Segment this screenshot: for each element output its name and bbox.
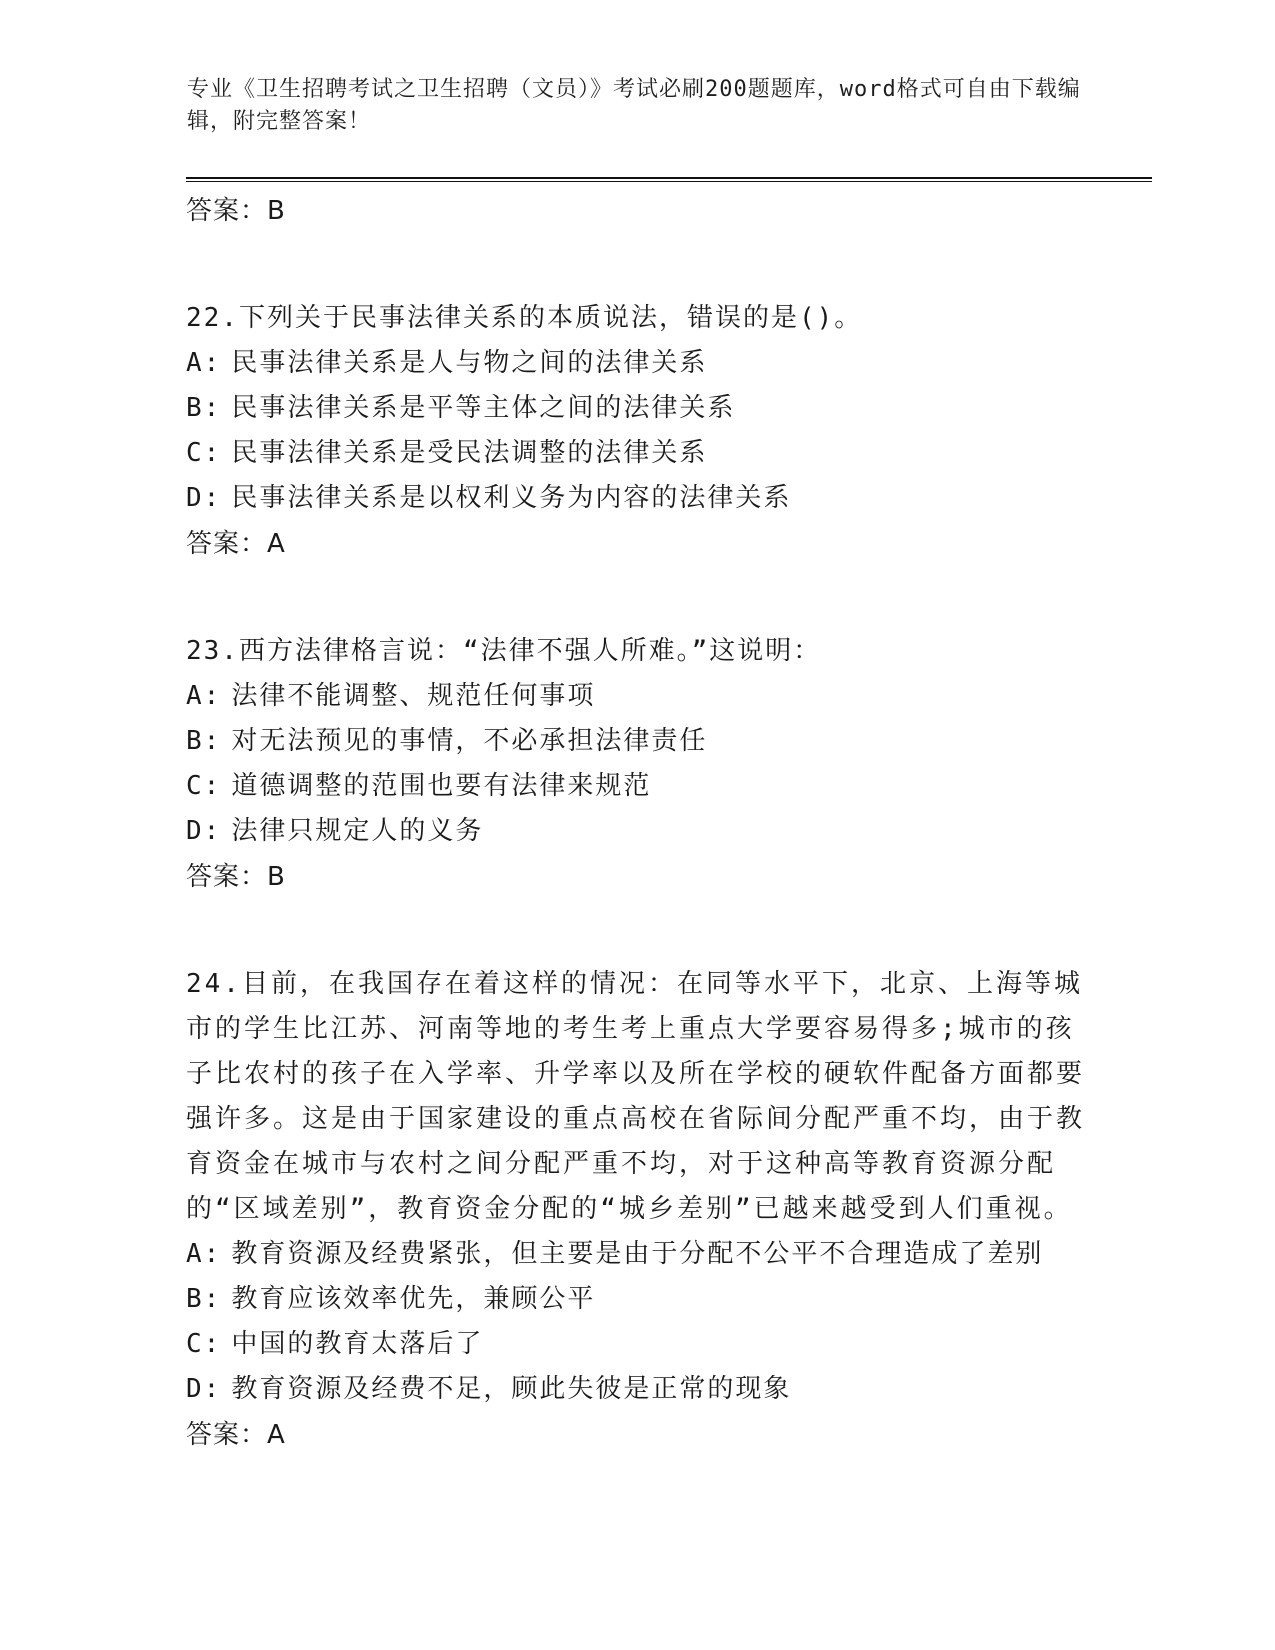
question-24	[186, 962, 1086, 1458]
option-key: D:	[186, 483, 222, 513]
option-a	[186, 674, 1086, 719]
option-key: A:	[186, 681, 222, 711]
previous-answer: 答案：B	[186, 196, 286, 226]
option-text: 民事法律关系是受民法调整的法律关系	[231, 438, 708, 468]
answer-line: 答案：A	[186, 1420, 286, 1450]
option-a	[186, 341, 1086, 386]
option-d	[186, 1367, 1086, 1412]
option-text: 道德调整的范围也要有法律来规范	[231, 771, 652, 801]
option-c	[186, 764, 1086, 809]
header-divider	[186, 177, 1152, 179]
option-key: B:	[186, 1284, 222, 1314]
option-text: 中国的教育太落后了	[231, 1329, 484, 1359]
option-key: D:	[186, 1374, 222, 1404]
option-key: C:	[186, 1329, 222, 1359]
option-text: 教育资源及经费紧张，但主要是由于分配不公平不合理造成了差别	[231, 1239, 1044, 1269]
option-key: A:	[186, 1239, 222, 1269]
option-text: 教育资源及经费不足，顾此失彼是正常的现象	[231, 1374, 792, 1404]
question-23	[186, 629, 1086, 900]
option-text: 民事法律关系是以权利义务为内容的法律关系	[231, 483, 792, 513]
answer-line: 答案：A	[186, 529, 286, 559]
option-text: 民事法律关系是人与物之间的法律关系	[231, 348, 708, 378]
option-d	[186, 476, 1086, 521]
question-stem: 22.下列关于民事法律关系的本质说法，错误的是()。	[186, 303, 863, 333]
question-stem: 24.目前，在我国存在着这样的情况：在同等水平下，北京、上海等城市的学生比江苏、河南等地的考生考上重点大学要容易得多;城市的孩子比农村的孩子在入学率、升学率以及所在学校的硬软件配备方面都要强许多。这是由于国家建设的重点高校在省际间分配严重不均，由于教育资金在城市与农村之间分配严重不均，对于这种高等教育资源分配的“区域差别”，教育资金分配的“城乡差别”已越来越受到人们重视。	[186, 969, 1086, 1224]
option-c	[186, 1322, 1086, 1367]
option-text: 法律只规定人的义务	[231, 816, 484, 846]
option-key: D:	[186, 816, 222, 846]
option-b	[186, 719, 1086, 764]
option-text: 民事法律关系是平等主体之间的法律关系	[231, 393, 736, 423]
option-a	[186, 1232, 1086, 1277]
question-stem: 23.西方法律格言说：“法律不强人所难。”这说明：	[186, 636, 822, 666]
option-key: B:	[186, 393, 222, 423]
option-d	[186, 809, 1086, 854]
question-22	[186, 296, 1086, 567]
document-header: 专业《卫生招聘考试之卫生招聘（文员）》考试必刷200题题库，word格式可自由下载编辑，附完整答案！	[187, 77, 1081, 134]
option-b	[186, 386, 1086, 431]
question-list	[186, 188, 1086, 1458]
answer-line: 答案：B	[186, 862, 286, 892]
header-divider-thin	[186, 181, 1152, 182]
option-text: 法律不能调整、规范任何事项	[231, 681, 596, 711]
option-key: C:	[186, 438, 222, 468]
option-key: B:	[186, 726, 222, 756]
option-c	[186, 431, 1086, 476]
option-key: A:	[186, 348, 222, 378]
option-text: 教育应该效率优先，兼顾公平	[231, 1284, 596, 1314]
option-text: 对无法预见的事情，不必承担法律责任	[231, 726, 708, 756]
option-b	[186, 1277, 1086, 1322]
option-key: C:	[186, 771, 222, 801]
